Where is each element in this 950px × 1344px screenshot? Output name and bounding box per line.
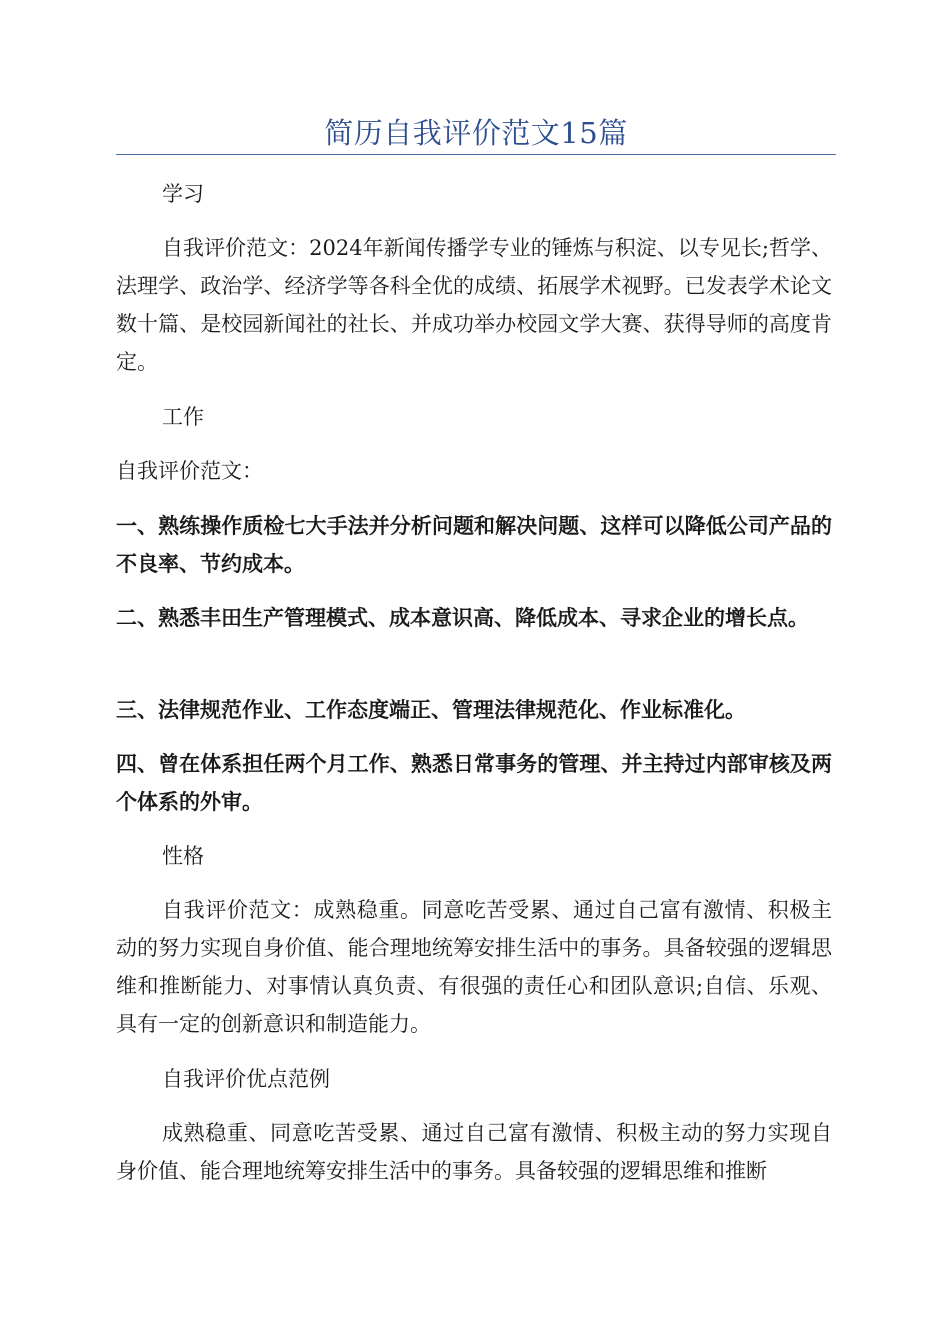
work-item-4: 四、曾在体系担任两个月工作、熟悉日常事务的管理、并主持过内部审核及两个体系的外审。 xyxy=(116,752,832,814)
work-item-2: 二、熟悉丰田生产管理模式、成本意识高、降低成本、寻求企业的增长点。 xyxy=(116,606,809,630)
paragraph-work-intro: 自我评价范文： xyxy=(116,459,263,483)
section-heading-study: 学习 xyxy=(162,182,204,206)
section-heading-work: 工作 xyxy=(162,405,204,429)
section-heading-character: 性格 xyxy=(162,844,204,868)
work-item-3: 三、法律规范作业、工作态度端正、管理法律规范化、作业标准化。 xyxy=(116,698,746,722)
work-item-1: 一、熟练操作质检七大手法并分析问题和解决问题、这样可以降低公司产品的不良率、节约成本。 xyxy=(116,514,832,576)
section-heading-strengths: 自我评价优点范例 xyxy=(162,1067,330,1091)
paragraph-study: 自我评价范文：2024年新闻传播学专业的锤炼与积淀、以专见长;哲学、法理学、政治学、经济学等各科全优的成绩、拓展学术视野。已发表学术论文数十篇、是校园新闻社的社长、并成功举办校园文学大赛、获得导师的高度肯定。 xyxy=(116,236,832,374)
paragraph-strengths: 成熟稳重、同意吃苦受累、通过自己富有激情、积极主动的努力实现自身价值、能合理地统筹安排生活中的事务。具备较强的逻辑思维和推断 xyxy=(116,1121,832,1183)
paragraph-character: 自我评价范文：成熟稳重。同意吃苦受累、通过自己富有激情、积极主动的努力实现自身价值、能合理地统筹安排生活中的事务。具备较强的逻辑思维和推断能力、对事情认真负责、有很强的责任心和团队意识;自信、乐观、具有一定的创新意识和制造能力。 xyxy=(116,898,832,1036)
document-title: 简历自我评价范文15篇 xyxy=(324,116,628,150)
title-underline xyxy=(116,154,836,155)
